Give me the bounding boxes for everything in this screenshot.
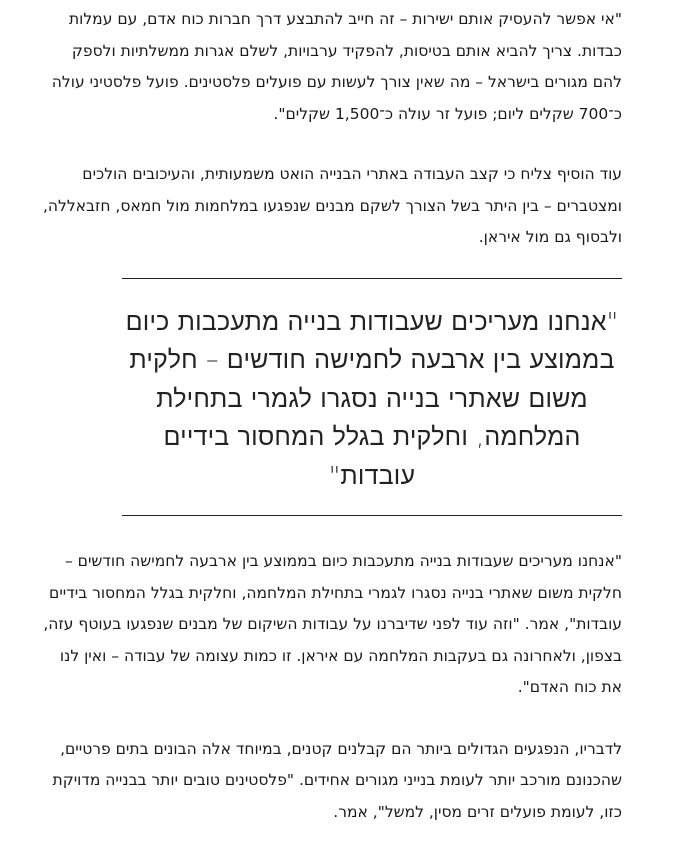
article-paragraph: לדבריו, הנפגעים הגדולים ביותר הם קבלנים קטנים, במיוחד אלה הבונים בתים פרטיים, שהכנונם מורכב יותר לעומת בנייני מגורים אחידים. "פלסטינים טובים יותר בבנייה מדויקת כזו, לעומת פועלים זרים מסין, למשל", אמר. <box>52 739 622 821</box>
pull-quote: "אנחנו מעריכים שעבודות בנייה מתעכבות כיום בממוצע בין ארבעה לחמישה חודשים – חלקית משום שאתרי בנייה נסגרו לגמרי בתחילת המלחמה, וחלקית בגלל המחסור בידיים עובדות" <box>125 306 619 490</box>
pull-quote-top-divider <box>122 278 622 279</box>
article-paragraph: "אי אפשר להעסיק אותם ישירות – זה חייב להתבצע דרך חברות כוח אדם, עם עמלות כבדות. צריך להביא אותם בטיסות, להפקיד ערבויות, לשלם אגרות ממשלתיות ולספק להם מגורים בישראל – מה שאין צורך לעשות עם פועלים פלסטינים. פועל פלסטיני עולה כ־700 שקלים ליום; פועל זר עולה כ־1,500 שקלים". <box>51 10 622 123</box>
article-body <box>40 0 622 828</box>
article-paragraph: "אנחנו מעריכים שעבודות בנייה מתעכבות כיום בממוצע בין ארבעה לחמישה חודשים – חלקית משום שאתרי בנייה נסגרו לגמרי בתחילת המלחמה, וחלקית בגלל המחסור בידיים עובדות", אמר. "וזה עוד לפני שדיברנו על עבודות השיקום של מבנים שנפגעו בעוטף עזה, בצפון, ולאחרונה גם בעקבות המלחמה עם איראן. זו כמות עצומה של עבודה – ואין לנו את כוח האדם". <box>43 552 622 696</box>
article-paragraph: עוד הוסיף צליח כי קצב העבודה באתרי הבנייה הואט משמעותית, והעיכובים הולכים ומצטברים – בין היתר בשל הצורך לשקם מבנים שנפגעו במלחמות מול חמאס, חזבאללה, ולבסוף גם מול איראן. <box>43 165 622 246</box>
pull-quote-bottom-divider <box>122 515 622 516</box>
